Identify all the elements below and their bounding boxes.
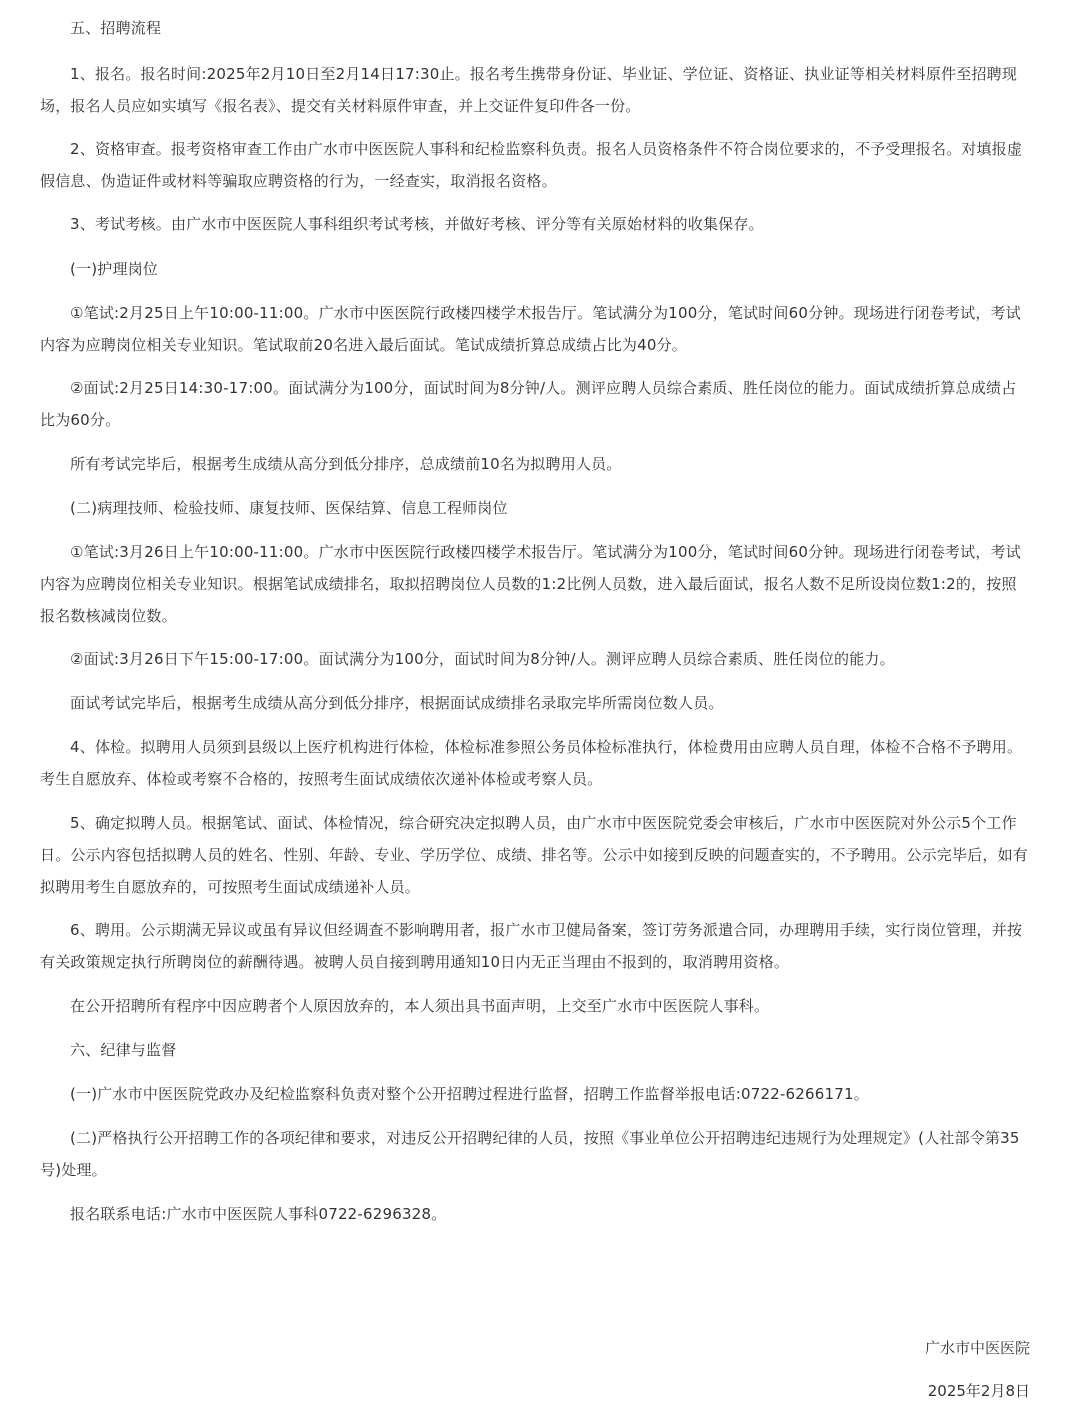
discipline-item-2: (二)严格执行公开招聘工作的各项纪律和要求，对违反公开招聘纪律的人员，按照《事业单位公开招聘违纪违规行为处理规定》(人社部令第35号)处理。: [40, 1129, 1020, 1179]
discipline-item-1: (一)广水市中医医院党政办及纪检监察科负责对整个公开招聘过程进行监督，招聘工作监督举报电话:0722-6266171。: [70, 1085, 869, 1103]
subheading-technician-positions: (二)病理技师、检验技师、康复技师、医保结算、信息工程师岗位: [70, 499, 508, 517]
step-4-physical-exam: 4、体检。拟聘用人员须到县级以上医疗机构进行体检，体检标准参照公务员体检标准执行，体检费用由应聘人员自理，体检不合格不予聘用。考生自愿放弃、体检或考察不合格的，按照考生面试成绩依次递补体检或考察人员。: [40, 738, 1023, 788]
step-6-employment: 6、聘用。公示期满无异议或虽有异议但经调查不影响聘用者，报广水市卫健局备案，签订劳务派遣合同，办理聘用手续，实行岗位管理，并按有关政策规定执行所聘岗位的薪酬待遇。被聘人员自接到聘用通知10日内无正当理由不报到的，取消聘用资格。: [40, 921, 1023, 971]
nursing-interview: ②面试:2月25日14:30-17:00。面试满分为100分，面试时间为8分钟/人。测评应聘人员综合素质、胜任岗位的能力。面试成绩折算总成绩占比为60分。: [40, 379, 1017, 429]
step-5-confirm-candidates: 5、确定拟聘人员。根据笔试、面试、体检情况，综合研究决定拟聘人员，由广水市中医医院党委会审核后，广水市中医医院对外公示5个工作日。公示内容包括拟聘人员的姓名、性别、年龄、专业、学历学位、成绩、排名等。公示中如接到反映的问题查实的，不予聘用。公示完毕后，如有拟聘用考生自愿放弃的，可按照考生面试成绩递补人员。: [40, 814, 1029, 896]
technician-result: 面试考试完毕后，根据考生成绩从高分到低分排序，根据面试成绩排名录取完毕所需岗位数人员。: [70, 694, 724, 712]
technician-written-exam: ①笔试:3月26日上午10:00-11:00。广水市中医医院行政楼四楼学术报告厅。笔试满分为100分，笔试时间60分钟。现场进行闭卷考试，考试内容为应聘岗位相关专业知识。根据笔试成绩排名，取拟招聘岗位人员数的1:2比例人员数，进入最后面试，报名人数不足所设岗位数1:2的，按照报名数核减岗位数。: [40, 543, 1021, 625]
technician-interview: ②面试:3月26日下午15:00-17:00。面试满分为100分，面试时间为8分钟/人。测评应聘人员综合素质、胜任岗位的能力。: [70, 650, 895, 668]
nursing-result: 所有考试完毕后，根据考生成绩从高分到低分排序，总成绩前10名为拟聘用人员。: [70, 455, 622, 473]
contact-phone: 报名联系电话:广水市中医医院人事科0722-6296328。: [70, 1205, 447, 1223]
step-3-examination: 3、考试考核。由广水市中医医院人事科组织考试考核，并做好考核、评分等有关原始材料的收集保存。: [70, 215, 764, 233]
withdrawal-note: 在公开招聘所有程序中因应聘者个人原因放弃的，本人须出具书面声明，上交至广水市中医医院人事科。: [70, 997, 770, 1015]
signature-date: 2025年2月8日: [927, 1382, 1030, 1400]
step-1-registration: 1、报名。报名时间:2025年2月10日至2月14日17:30止。报名考生携带身份证、毕业证、学位证、资格证、执业证等相关材料原件至招聘现场，报名人员应如实填写《报名表》、提交有关材料原件审查，并上交证件复印件各一份。: [40, 65, 1018, 115]
signature-organization: 广水市中医医院: [924, 1339, 1030, 1357]
step-2-qualification-review: 2、资格审查。报考资格审查工作由广水市中医医院人事科和纪检监察科负责。报名人员资格条件不符合岗位要求的，不予受理报名。对填报虚假信息、伪造证件或材料等骗取应聘资格的行为，一经查实，取消报名资格。: [40, 140, 1023, 190]
section-heading-recruitment-process: 五、招聘流程: [70, 19, 162, 37]
subheading-nursing-positions: (一)护理岗位: [70, 260, 159, 278]
nursing-written-exam: ①笔试:2月25日上午10:00-11:00。广水市中医医院行政楼四楼学术报告厅。笔试满分为100分，笔试时间60分钟。现场进行闭卷考试，考试内容为应聘岗位相关专业知识。笔试取前20名进入最后面试。笔试成绩折算总成绩占比为40分。: [40, 304, 1021, 354]
section-heading-discipline: 六、纪律与监督: [70, 1041, 177, 1059]
